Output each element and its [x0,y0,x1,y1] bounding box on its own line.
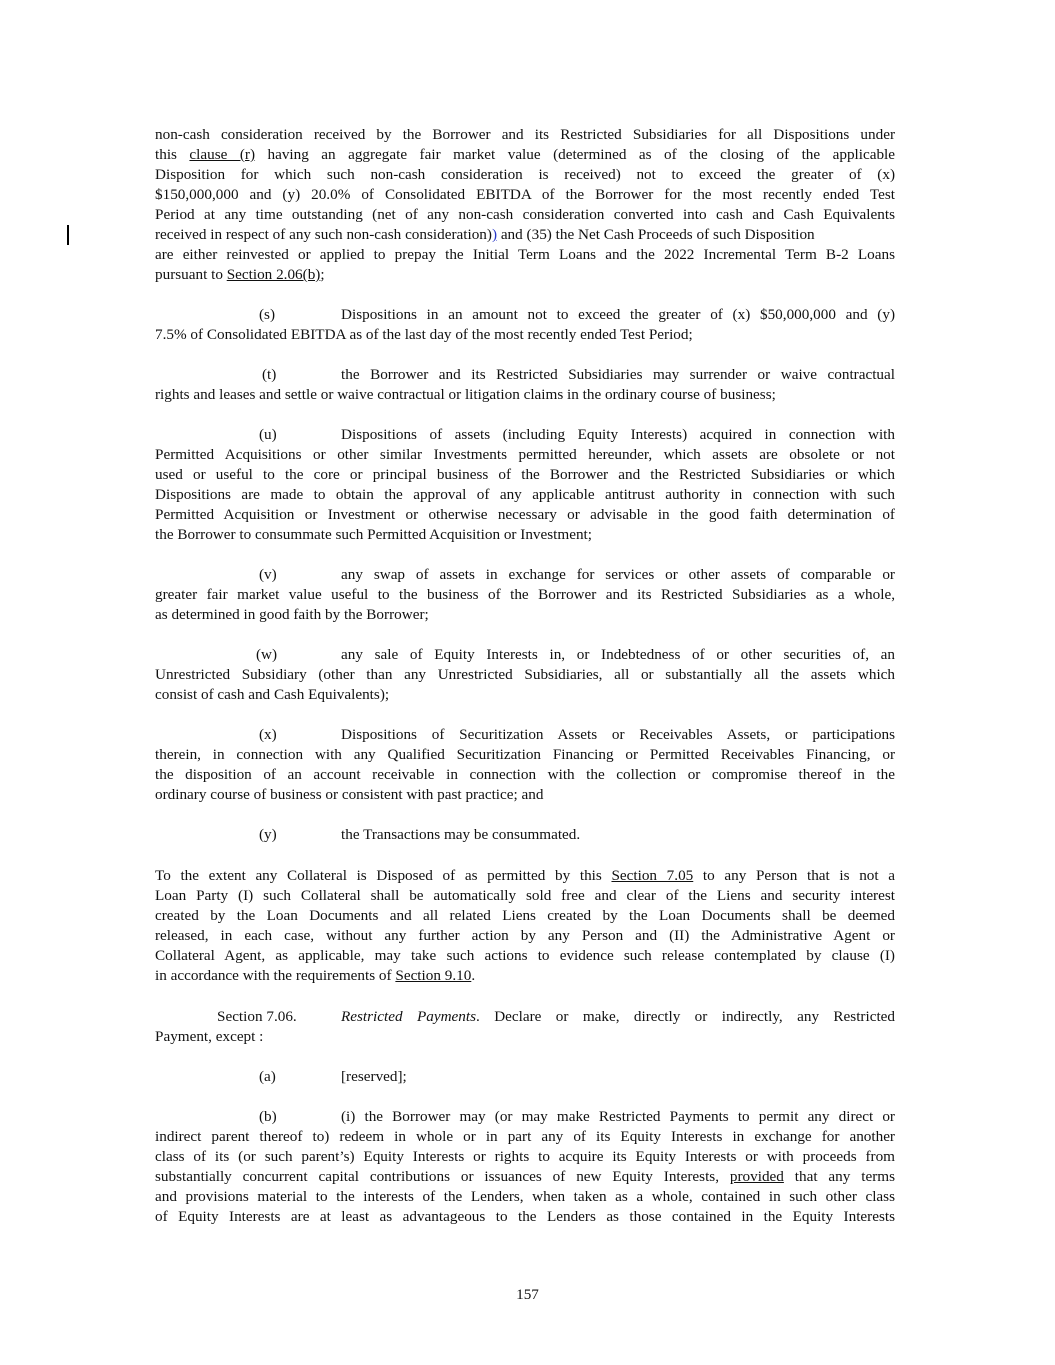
item-label: (t) [262,366,277,383]
item-x [155,725,895,805]
text-line: Permitted Acquisition or Investment or otherwise necessary or advisable in the good faith determination of [155,506,895,523]
text-line: (s) Dispositions in an amount not to exceed the greater of (x) $50,000,000 and (y) [259,306,895,323]
item-label: (v) [259,566,277,583]
text-line: (u) Dispositions of assets (including Equity Interests) acquired in connection with [259,426,895,443]
text-line: Permitted Acquisitions or other similar Investments permitted hereunder, which assets are obsolete or not [155,446,895,463]
text-line: created by the Loan Documents and all related Liens created by the Loan Documents shall be deemed [155,907,895,924]
text-line: of Equity Interests are at least as advantageous to the Lenders as those contained in the Equity Interests [155,1208,895,1225]
text-line: (t) the Borrower and its Restricted Subsidiaries may surrender or waive contractual [262,366,895,383]
section-2-06b-reference[interactable]: Section 2.06(b) [226,266,321,283]
item-label: (x) [259,726,277,743]
text-line: (w) any sale of Equity Interests in, or Indebtedness of or other securities of, an [256,646,895,663]
text-line: (v) any swap of assets in exchange for services or other assets of comparable or [259,566,895,583]
text-line: 7.5% of Consolidated EBITDA as of the last day of the most recently ended Test Period; [155,326,693,343]
text-line: released, in each case, without any further action by any Person and (II) the Administrative Agent or [155,927,895,944]
text-line: Collateral Agent, as applicable, may take such actions to evidence such release contemplated by clause (I) [155,947,895,964]
section-7-05-reference[interactable]: Section 7.05 [611,867,694,884]
text-line: (b) (i) the Borrower may (or may make Restricted Payments to permit any direct or [259,1108,895,1125]
item-s [155,305,895,345]
text-line: rights and leases and settle or waive contractual or litigation claims in the ordinary course of business; [155,386,776,403]
text-line: Disposition for which such non-cash consideration is received) not to exceed the greater of (x) [155,166,895,183]
intro-paragraph [155,125,895,285]
item-label: (b) [259,1108,277,1125]
text-line: therein, in connection with any Qualified Securitization Financing or Permitted Receivables Financing, or [155,746,895,763]
text-line: and provisions material to the interests of the Lenders, when taken as a whole, contained in such other class [155,1188,895,1205]
section-7-06 [155,1007,895,1047]
text-line: pursuant to Section 2.06(b); [155,266,325,283]
provided-term: provided [729,1168,784,1185]
collateral-paragraph [155,866,895,986]
text-line: as determined in good faith by the Borrower; [155,606,429,623]
item-label: (a) [259,1068,276,1085]
text-line: non-cash consideration received by the Borrower and its Restricted Subsidiaries for all Dispositions under [155,126,895,143]
text-line: (y) the Transactions may be consummated. [259,826,581,843]
text-line: consist of cash and Cash Equivalents); [155,686,390,703]
text-line: in accordance with the requirements of Section 9.10. [155,967,476,984]
text-line: this clause (r) having an aggregate fair market value (determined as of the closing of the applicable [155,146,896,163]
text-line: received in respect of any such non-cash consideration)) and (35) the Net Cash Proceeds of such Disposition [155,226,815,243]
revision-change-bar [67,225,69,245]
item-w [155,645,895,705]
item-y [155,825,895,845]
text-line: (x) Dispositions of Securitization Assets or Receivables Assets, or participations [259,726,895,743]
text-line: Unrestricted Subsidiary (other than any Unrestricted Subsidiaries, all or substantially all the assets which [155,666,895,683]
item-label: (u) [259,426,277,443]
item-v [155,565,895,625]
text-line: the disposition of an account receivable in connection with the collection or compromise thereof in the [155,766,895,783]
text-line: greater fair market value useful to the business of the Borrower and its Restricted Subsidiaries as a whole, [155,586,895,603]
text-line: Loan Party (I) such Collateral shall be automatically sold free and clear of the Liens and security interest [155,887,895,904]
text-line: used or useful to the core or principal business of the Borrower and the Restricted Subsidiaries or which [155,466,895,483]
text-line: indirect parent thereof to) redeem in whole or in part any of its Equity Interests in exchange for another [155,1128,895,1145]
section-title: Restricted Payments [341,1008,477,1025]
item-b [155,1107,895,1227]
item-label: (s) [259,306,276,323]
text-line: ordinary course of business or consistent with past practice; and [155,786,544,803]
item-t [155,365,895,405]
section-9-10-reference[interactable]: Section 9.10 [395,967,472,984]
text-line: Dispositions are made to obtain the approval of any applicable antitrust authority in connection with such [155,486,895,503]
text-line: substantially concurrent capital contributions or issuances of new Equity Interests, provided that any terms [155,1168,895,1185]
item-u [155,425,895,545]
text-line: To the extent any Collateral is Disposed of as permitted by this Section 7.05 to any Person that is not a [155,867,896,884]
text-line: $150,000,000 and (y) 20.0% of Consolidated EBITDA of the Borrower for the most recently ended Test [155,186,895,203]
text-line: Section 7.06. Restricted Payments. Declare or make, directly or indirectly, any Restricted [217,1008,896,1025]
text-line: (a) [reserved]; [259,1068,407,1085]
text-line: class of its (or such parent’s) Equity Interests or rights to acquire its Equity Interests or with proceeds from [155,1148,895,1165]
text-line: Payment, except : [155,1028,264,1045]
text-line: the Borrower to consummate such Permitted Acquisition or Investment; [155,526,592,543]
item-a [155,1067,895,1087]
text-line: Period at any time outstanding (net of any non-cash consideration converted into cash and Cash Equivalents [155,206,895,223]
section-number: Section 7.06. [217,1008,297,1025]
item-label: (w) [256,646,278,663]
clause-r-reference[interactable]: clause (r) [189,146,256,163]
page-number: 157 [516,1286,539,1303]
inserted-paren-link[interactable]: ) [491,226,498,243]
item-label: (y) [259,826,277,843]
text-line: are either reinvested or applied to prepay the Initial Term Loans and the 2022 Incremental Term B-2 Loans [155,246,895,263]
